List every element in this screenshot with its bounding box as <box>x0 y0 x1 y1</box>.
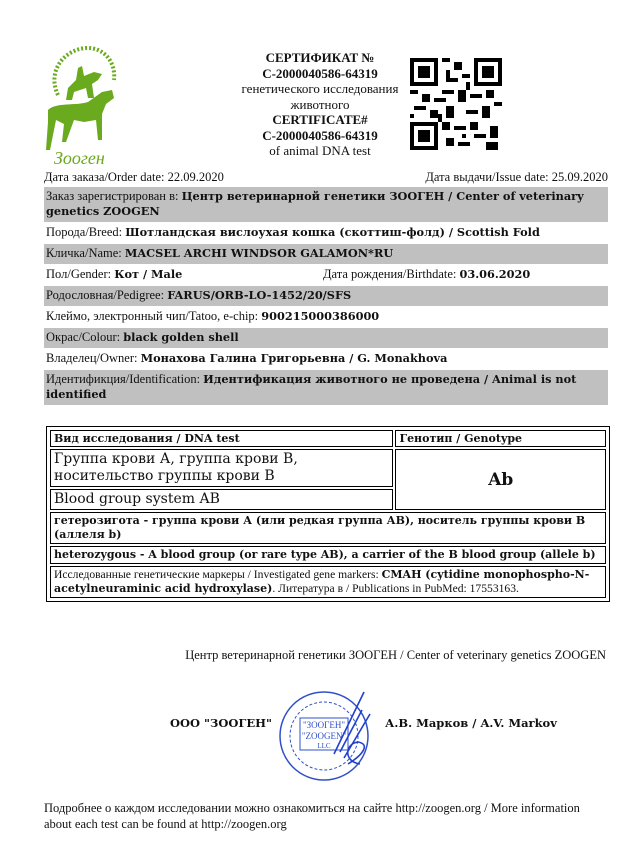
identification-row: Идентификция/Identification: Идентификация животного не проведена / Animal is not identified <box>44 370 608 405</box>
owner-row: Владелец/Owner: Монахова Галина Григорьевна / G. Monakhova <box>46 351 448 365</box>
test-name-en: Blood group system AB <box>50 489 393 510</box>
gender-birthdate-row <box>44 265 608 285</box>
svg-text:LLC: LLC <box>317 742 331 750</box>
dates-row <box>44 170 608 185</box>
birthdate: Дата рождения/Birthdate: 03.06.2020 <box>323 267 531 281</box>
cert-ru-subtitle-1: генетического исследования <box>241 81 399 96</box>
gene-markers: Исследованные генетические маркеры / Investigated gene markers: CMAH (cytidine monophospho-N-acetylneuraminic acid hydroxylase). Литература в / Publications in PubMed: 17553163. <box>50 566 606 598</box>
result-ru: гетерозигота - группа крови А (или редкая группа АВ), носитель группы крови В (аллеля b) <box>50 512 606 544</box>
breed-row: Порода/Breed: Шотландская вислоухая кошка (скоттиш-фолд) / Scottish Fold <box>46 225 540 239</box>
cert-en-label: CERTIFICATE# <box>272 112 368 127</box>
result-en: heterozygous - A blood group (or rare type AB), a carrier of the B blood group (allele b) <box>50 546 606 564</box>
issue-date: Дата выдачи/Issue date: 25.09.2020 <box>425 170 608 184</box>
gender: Пол/Gender: Кот / Male <box>46 267 183 281</box>
cert-number-en: C-2000040586-64319 <box>262 127 378 143</box>
stamp-icon <box>274 684 380 784</box>
issuing-center: Центр ветеринарной генетики ЗООГЕН / Center of veterinary genetics ZOOGEN <box>185 648 606 662</box>
col-header-test: Вид исследования / DNA test <box>50 430 393 447</box>
footer-note: Подробнее о каждом исследовании можно ознакомиться на сайте http://zoogen.org / More information about each test can be found at http://zoogen.org <box>44 801 580 831</box>
qr-code-icon <box>410 58 502 150</box>
chip-row: Клеймо, электронный чип/Tatoo, e-chip: 900215000386000 <box>46 309 380 323</box>
animal-info <box>44 187 608 406</box>
certificate-title <box>200 50 440 159</box>
svg-text:Зооген: Зооген <box>54 148 105 168</box>
signer-name: А.В. Марков / A.V. Markov <box>385 716 557 730</box>
horse-logo-icon <box>36 40 126 170</box>
cert-en-subtitle: of animal DNA test <box>269 143 371 158</box>
cert-ru-label: СЕРТИФИКАТ № <box>265 50 375 65</box>
test-name-ru: Группа крови А, группа крови В, носительство группы крови В <box>50 449 393 487</box>
col-header-genotype: Генотип / Genotype <box>395 430 606 447</box>
colour-row: Окрас/Colour: black golden shell <box>44 328 608 348</box>
dna-test-table <box>46 426 610 602</box>
genotype-value: Ab <box>395 449 606 510</box>
pedigree-row: Родословная/Pedigree: FARUS/ORB-LO-1452/20/SFS <box>44 286 608 306</box>
svg-text:"ZOOGEN": "ZOOGEN" <box>301 731 347 741</box>
zoogen-logo <box>36 40 126 170</box>
svg-text:"ЗООГЕН": "ЗООГЕН" <box>302 720 346 730</box>
name-row: Кличка/Name: MACSEL ARCHI WINDSOR GALAMON*RU <box>44 244 608 264</box>
cert-number: C-2000040586-64319 <box>262 65 378 81</box>
cert-ru-subtitle-2: животного <box>290 96 350 112</box>
order-date: Дата заказа/Order date: 22.09.2020 <box>44 170 224 184</box>
registered-row: Заказ зарегистрирован в: Центр ветеринарной генетики ЗООГЕН / Center of veterinary genetics ZOOGEN <box>44 187 608 222</box>
organization-name: ООО "ЗООГЕН" <box>170 716 272 730</box>
